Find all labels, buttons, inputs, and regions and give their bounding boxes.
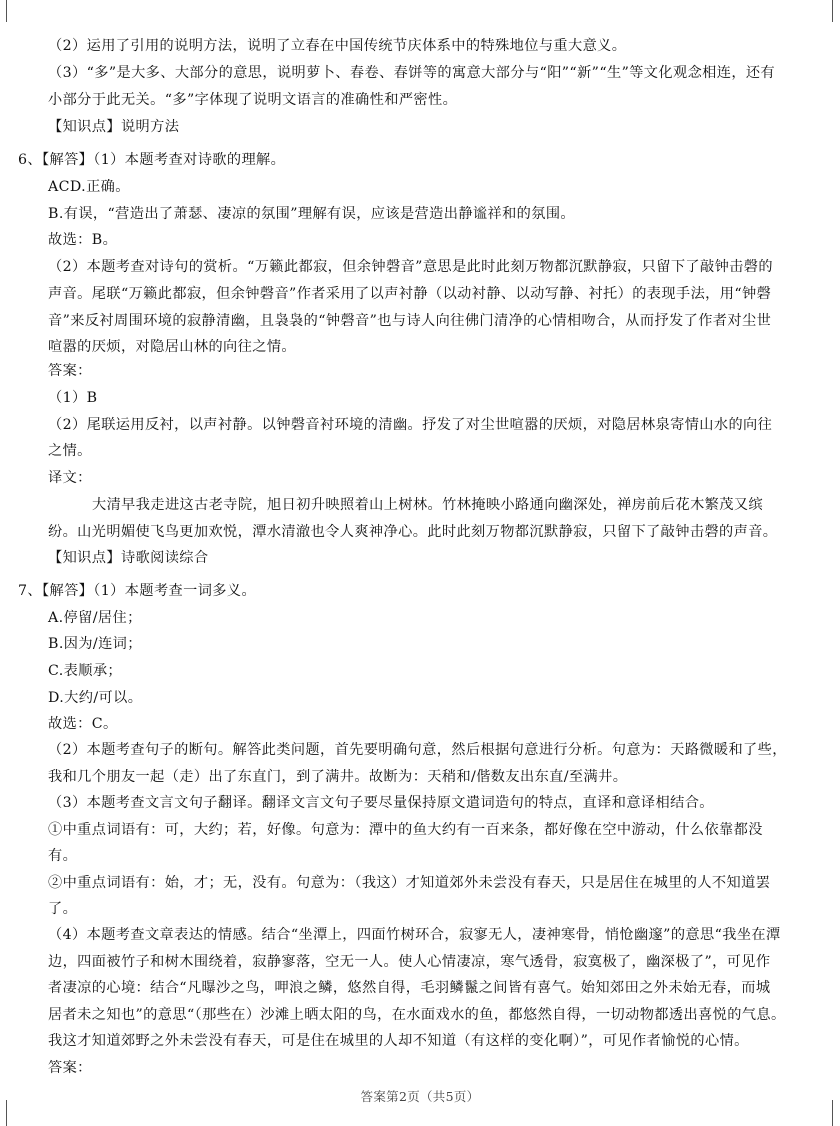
text-line: （2）运用了引用的说明方法，说明了立春在中国传统节庆体系中的特殊地位与重大意义。	[48, 38, 627, 54]
text-line: A.停留/居住；	[48, 610, 142, 626]
text-line: 译文：	[48, 470, 92, 486]
text-line: 居者未之知也”的意思“（那些在）沙滩上晒太阳的鸟，在水面戏水的鱼，都悠然自得，一切动物都透出喜悦的气息。	[48, 1007, 786, 1023]
text-line: 我这才知道郊野之外未尝没有春天，可是住在城里的人却不知道（有这样的变化啊）”，可见作者愉悦的心情。	[48, 1033, 749, 1049]
text-line: 者凄凉的心境：结合“凡曝沙之鸟，呷浪之鳞，悠然自得，毛羽鳞鬣之间皆有喜气。始知郊田之外未始无春，而城	[48, 980, 771, 996]
text-line: 答案：	[48, 1060, 92, 1076]
text-line: ACD.正确。	[48, 179, 130, 195]
translation-line: 大清早我走进这古老寺院，旭日初升映照着山上树林。竹林掩映小路通向幽深处，禅房前后花木繁茂又缤	[92, 497, 764, 513]
text-line: 我和几个朋友一起（走）出了东直门，到了满井。故断为：天稍和/偕数友出东直/至满井。	[48, 769, 628, 785]
text-line: （3）“多”是大多、大部分的意思，说明萝卜、春卷、春饼等的寓意大部分与“阳”“新”“生”等文化观念相连，还有	[48, 65, 776, 81]
text-line: 之情。	[48, 443, 92, 459]
knowledge-point: 【知识点】诗歌阅读综合	[48, 550, 209, 566]
text-line: 故选：B。	[48, 232, 118, 248]
text-line: 答案：	[48, 363, 92, 379]
crop-mark-top-left	[6, 0, 7, 22]
crop-mark-top-right	[832, 0, 833, 22]
knowledge-point: 【知识点】说明方法	[48, 119, 180, 135]
text-line: 小部分于此无关。“多”字体现了说明文语言的准确性和严密性。	[48, 92, 458, 108]
text-line: 音”来反衬周围环境的寂静清幽，且袅袅的“钟磬音”也与诗人向往佛门清净的心情相吻合，从而抒发了作者对尘世	[48, 313, 772, 329]
text-line: （2）本题考查对诗句的赏析。“万籁此都寂，但余钟磬音”意思是此时此刻万物都沉默静寂，只留下了敲钟击磬的	[48, 259, 773, 275]
text-line: 边，四面被竹子和树木围绕着，寂静寥落，空无一人。使人心情凄凉，寒气透骨，寂寞极了，幽深极了”，可见作	[48, 954, 771, 970]
text-line: （4）本题考查文章表达的情感。结合“坐潭上，四面竹树环合，寂寥无人，凄神寒骨，悄怆幽邃”的意思“我坐在潭	[48, 927, 781, 943]
text-line: （3）本题考查文言文句子翻译。翻译文言文句子要尽量保持原文遣词造句的特点，直译和意译相结合。	[48, 795, 714, 811]
text-line: 声音。尾联“万籁此都寂，但余钟磬音”作者采用了以声衬静（以动衬静、以动写静、衬托）的表现手法，用“钟磬	[48, 286, 772, 302]
text-line: （2）本题考查句子的断句。解答此类问题，首先要明确句意，然后根据句意进行分析。句意为：天路微暖和了些，	[48, 742, 787, 758]
text-line: D.大约/可以。	[48, 690, 143, 706]
text-line: 了。	[48, 901, 78, 917]
text-line: （2）尾联运用反衬，以声衬静。以钟磬音衬环境的清幽。抒发了对尘世喧嚣的厌烦，对隐居林泉寄情山水的向往	[48, 417, 773, 433]
text-line: （1）B	[48, 390, 98, 406]
text-line: 故选：C。	[48, 716, 118, 732]
text-line: C.表顺承；	[48, 663, 123, 679]
answer-heading-7: 7、【解答】（1）本题考查一词多义。	[18, 583, 257, 599]
text-line: B.因为/连词；	[48, 636, 142, 652]
page-footer: 答案第2页（共5页）	[360, 1089, 480, 1104]
answer-heading-6: 6、【解答】（1）本题考查对诗歌的理解。	[18, 152, 286, 168]
text-line: 喧嚣的厌烦，对隐居山林的向往之情。	[48, 339, 296, 355]
translation-line: 纷。山光明媚使飞鸟更加欢悦，潭水清澈也令人爽神净心。此时此刻万物都沉默静寂，只留下了敲钟击磬的声音。	[48, 524, 778, 540]
text-line: 有。	[48, 848, 78, 864]
text-line: B.有误，“营造出了萧瑟、凄凉的氛围”理解有误，应该是营造出静谧祥和的氛围。	[48, 206, 576, 222]
text-line: ②中重点词语有：始，才；无，没有。句意为：（我这）才知道郊外未尝没有春天，只是居住在城里的人不知道罢	[48, 875, 771, 891]
text-line: ①中重点词语有：可，大约；若，好像。句意为：潭中的鱼大约有一百来条，都好像在空中游动，什么依靠都没	[48, 822, 763, 838]
